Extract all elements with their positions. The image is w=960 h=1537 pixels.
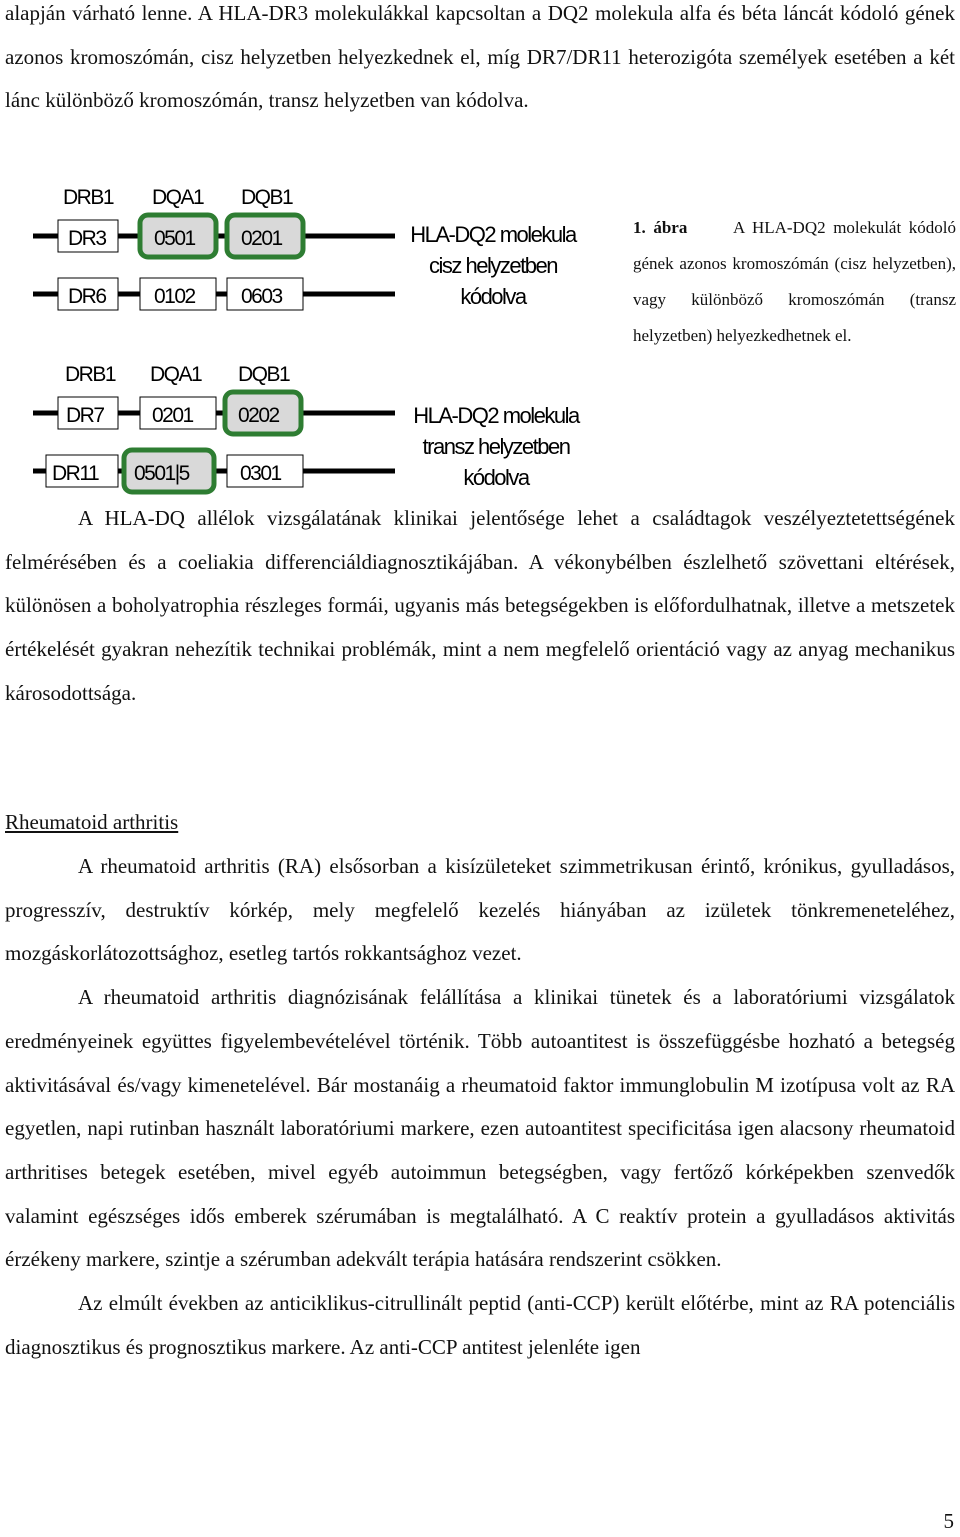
trans-annotation-line-2: transz helyzetben [422,434,570,459]
trans-header-dqa1: DQA1 [150,363,202,386]
allele-0501-5: 0501|5 [134,462,189,485]
ra-paragraph-2: A rheumatoid arthritis diagnózisának felállítása a klinikai tünetek és a laboratóriumi vizsgálatok eredményeinek együttes figyelembevételével történik. Több autoantitest is összefüggésbe hozható a betegség aktivitásával és/vagy kimenetelével. Bár mostanáig a rheumatoid faktor immunglobulin M izotípusa volt az RA egyetlen, napi rutinban használt laboratóriumi markere, ezen autoantitest specificitása igen alacsony rheumatoid arthritises betegek esetében, mivel egyéb autoimmun betegségben, vagy fertőző kórképekben szenvedők valamint egészséges idős emberek szérumában is megtalálható. A C reaktív protein a gyulladásos aktivitás érzékeny markere, szintje a szérumban adekvált terápia hatására rendszerint csökken. [5,985,955,1272]
cis-annotation-line-2: cisz helyzetben [429,253,557,278]
hla-dq2-figure [0,170,620,500]
figure-caption-text: A HLA-DQ2 molekulát kódoló gének azonos kromoszómán (cisz helyzetben), vagy különböző kromoszómán (transz helyzetben) helyezkedhetnek el. [633,218,957,345]
ra-paragraph-1: A rheumatoid arthritis (RA) elsősorban a kisízületeket szimmetrikusan érintő, krónikus, gyulladásos, progresszív, destruktív kórkép, mely megfelelő kezelés hiányában az izületek tönkremeneteléhez, mozgáskorlátozottsághoz, esetleg tartós rokkantsághoz vezet. [5,854,955,966]
allele-0301: 0301 [240,462,281,485]
intro-paragraph [5,0,955,123]
cis-header-dqb1: DQB1 [241,186,293,209]
trans-annotation-line-1: HLA-DQ2 molekula [413,403,579,428]
section-heading: Rheumatoid arthritis [5,810,179,834]
allele-0202: 0202 [238,404,279,427]
trans-annotation-line-3: kódolva [463,465,529,490]
allele-0603: 0603 [241,285,282,308]
cis-annotation-line-3: kódolva [460,284,526,309]
cis-annotation-line-1: HLA-DQ2 molekula [410,222,576,247]
trans-header-dqb1: DQB1 [238,363,290,386]
intro-text: alapján várható lenne. A HLA-DR3 molekulákkal kapcsoltan a DQ2 molekula alfa és béta láncát kódoló gének azonos kromoszómán, cisz helyzetben helyezkednek el, míg DR7/DR11 heterozigóta személyek esetében a két lánc különböző kromoszómán, transz helyzetben van kódolva. [5,1,955,113]
allele-dr3: DR3 [68,227,106,250]
allele-dr7: DR7 [66,404,104,427]
cis-header-drb1: DRB1 [63,186,114,209]
allele-0201: 0201 [241,227,282,250]
ra-section-body [5,845,955,1369]
allele-0102: 0102 [154,285,195,308]
cis-header-dqa1: DQA1 [152,186,204,209]
allele-0501: 0501 [154,227,195,250]
dq-paragraph [5,497,955,716]
allele-dr11: DR11 [52,462,99,485]
page-number: 5 [943,1509,954,1533]
allele-0201-dqa1: 0201 [152,404,193,427]
allele-dr6: DR6 [68,285,106,308]
dq-paragraph-text: A HLA-DQ allélok vizsgálatának klinikai jelentősége lehet a családtagok veszélyeztetettségének felmérésében és a coeliakia differenciáldiagnosztikájában. A vékonybélben észlelhető szövettani eltérések, különösen a boholyatrophia részleges formái, ugyanis más betegségekben is előfordulhatnak, illetve a metszetek értékelését gyakran nehezítik technikai problémák, mint a nem megfelelő orientáció vagy az anyag mechanikus károsodottsága. [5,506,955,705]
ra-paragraph-3: Az elmúlt években az anticiklikus-citrullinált peptid (anti-CCP) került előtérbe, mint az RA potenciális diagnosztikus és prognosztikus markere. Az anti-CCP antitest jelenléte igen [5,1291,955,1359]
figure-number: 1. ábra [633,218,688,237]
trans-header-drb1: DRB1 [65,363,116,386]
hla-dq2-diagram [0,170,620,500]
figure-caption [633,210,956,354]
